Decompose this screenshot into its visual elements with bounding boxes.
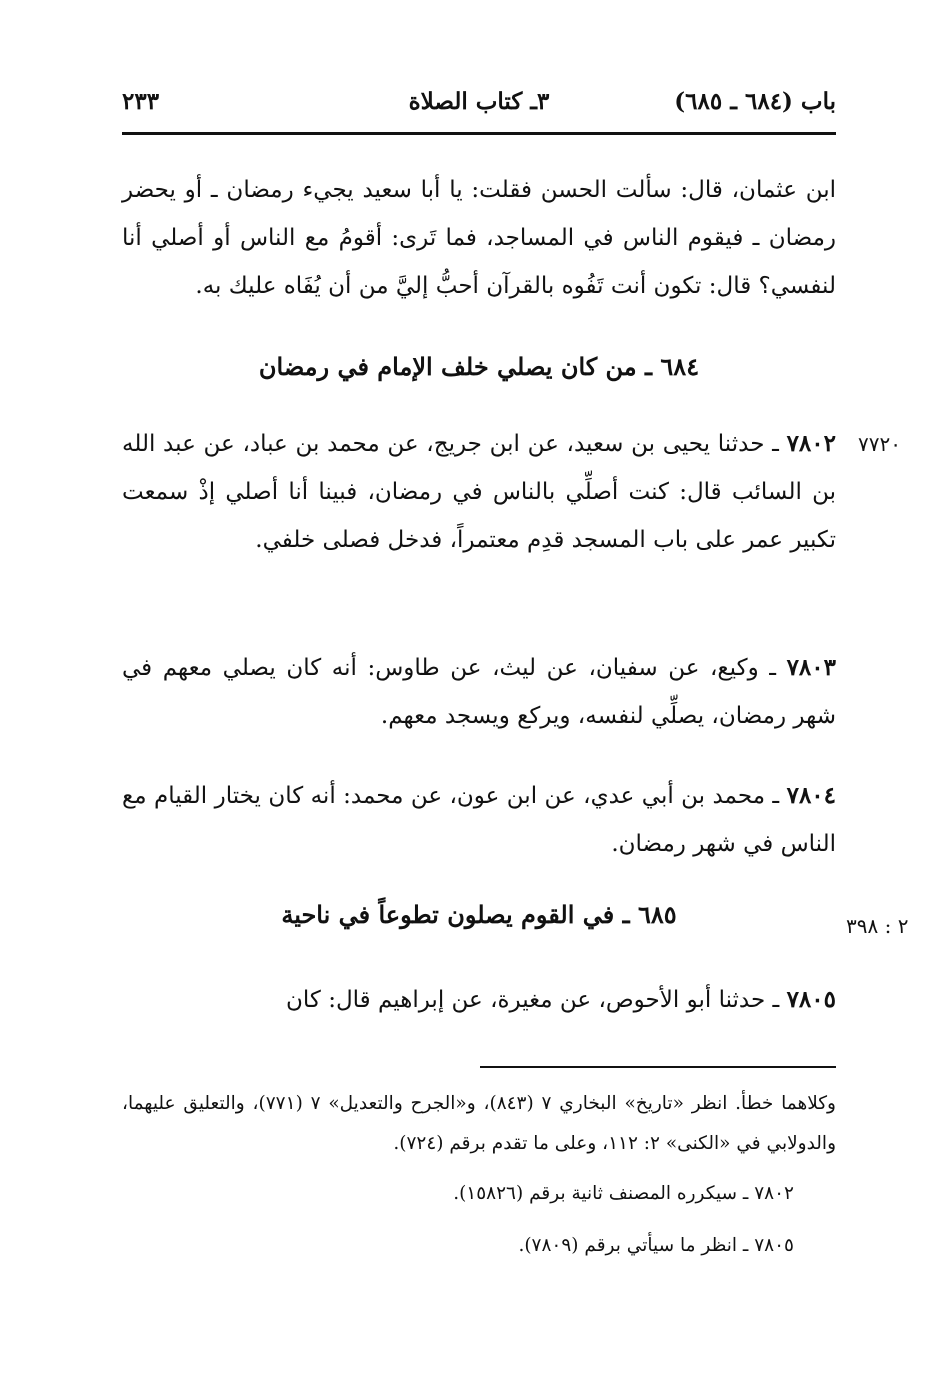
- hadith-7805-text: ـ حدثنا أبو الأحوص، عن مغيرة، عن إبراهيم قال: كان: [286, 987, 780, 1013]
- footnote-continued: وكلاهما خطأ. انظر «تاريخ» البخاري ٧ (٨٤٣)، و«الجرح والتعديل» ٧ (٧٧١)، والتعليق عليهما، والدولابي في «الكنى» ٢: ١١٢، وعلى ما تقدم برقم (٧٢٤).: [122, 1093, 836, 1154]
- hadith-7804-number: ٧٨٠٤: [786, 782, 837, 809]
- hadith-7802-text: ـ حدثنا يحيى بن سعيد، عن ابن جريج، عن محمد بن عباد، عن عبد الله بن السائب قال: كنت أصلِّي بالناس في رمضان، فبينا أنا أصلي إذْ سمعت تكبير عمر على باب المسجد قدِم معتمراً، فدخل فصلى خلفي.: [122, 431, 836, 553]
- footnote-7805: ٧٨٠٥ ـ انظر ما سيأتي برقم (٧٨٠٩).: [518, 1235, 794, 1256]
- opening-paragraph-text: ابن عثمان، قال: سألت الحسن فقلت: يا أبا سعيد يجيء رمضان ـ أو يحضر رمضان ـ فيقوم الناس في المساجد، فما تَرى: أقومُ مع الناس أو أصلي أنا لنفسي؟ قال: تكون أنت تَفُوه بالقرآن أحبُّ إليَّ من أن يُفَاه عليك به.: [122, 177, 836, 299]
- hadith-7804: [122, 772, 836, 868]
- hadith-7805-number: ٧٨٠٥: [786, 986, 836, 1013]
- chapter-685-heading: ٦٨٥ ـ في القوم يصلون تطوعاً في ناحية: [281, 900, 677, 929]
- running-header: [122, 88, 836, 128]
- header-rule: [122, 132, 836, 135]
- chapter-685-margin-ref: ٢ : ٣٩٨: [846, 914, 909, 938]
- opening-paragraph: [122, 166, 836, 310]
- hadith-7802-margin-ref: ٧٧٢٠: [858, 432, 901, 456]
- header-page-number: ٢٣٣: [122, 88, 160, 115]
- hadith-7805: [122, 976, 836, 1024]
- footnotes: [122, 1084, 836, 1266]
- footnote-7802: ٧٨٠٢ ـ سيكرره المصنف ثانية برقم (١٥٨٢٦).: [453, 1183, 794, 1204]
- hadith-7803-number: ٧٨٠٣: [786, 654, 836, 681]
- hadith-7802-number: ٧٨٠٢: [786, 430, 836, 457]
- hadith-7803-text: ـ وكيع، عن سفيان، عن ليث، عن طاوس: أنه كان يصلي معهم في شهر رمضان، يصلِّي لنفسه، ويركع ويسجد معهم.: [122, 655, 836, 729]
- hadith-7803: [122, 644, 836, 740]
- chapter-684-heading: ٦٨٤ ـ من كان يصلي خلف الإمام في رمضان: [258, 352, 700, 381]
- header-chapter-range: باب (٦٨٤ ـ ٦٨٥): [674, 88, 836, 115]
- hadith-7802: [122, 420, 836, 564]
- footnote-rule: [480, 1066, 836, 1068]
- hadith-7804-text: ـ محمد بن أبي عدي، عن ابن عون، عن محمد: أنه كان يختار القيام مع الناس في شهر رمضان.: [122, 783, 836, 857]
- header-book-title: ٣ـ كتاب الصلاة: [408, 88, 550, 115]
